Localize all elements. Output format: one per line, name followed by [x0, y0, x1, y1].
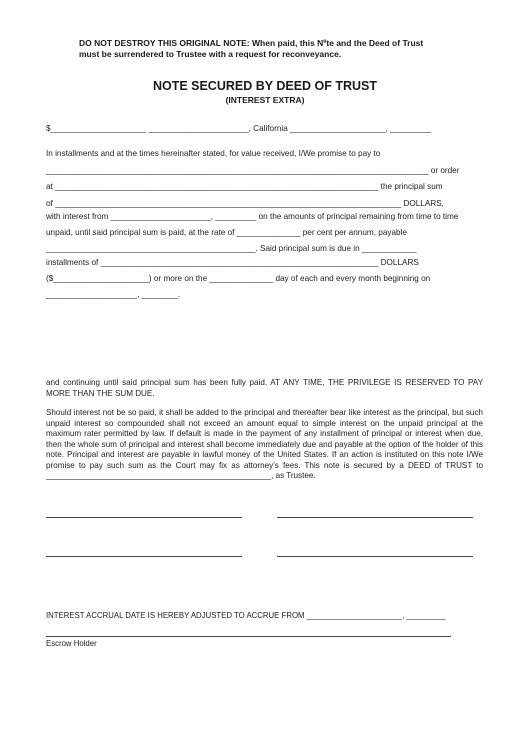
notice-line-2: must be surrendered to Trustee with a request for reconveyance.	[79, 49, 342, 59]
signature-line-4	[277, 556, 473, 557]
notice-line-1: DO NOT DESTROY THIS ORIGINAL NOTE: When paid, this Nºte and the Deed of Trust	[79, 38, 424, 48]
signature-line-1	[46, 517, 242, 518]
body-line-3: at _______________________________________________________________________ the principal sum	[46, 182, 443, 191]
body-line-1: In installments and at the times hereinafter stated, for value received, I/We promise to pay to	[46, 149, 381, 158]
interest-accrual-line: INTEREST ACCRUAL DATE IS HEREBY ADJUSTED TO ACCRUE FROM ______________________, _________	[46, 611, 446, 620]
body-line-7: ______________________________________________. Said principal sum is due in ____________	[46, 244, 417, 253]
escrow-holder-line	[46, 636, 451, 637]
terms-paragraph: Should interest not be so paid, it shall be added to the principal and thereafter bear like interest as the principal, but such unpaid interest so compounded shall not exceed an amount equal to simple interest on the unpaid principal at the maximum rater permitted by law. If default is made in the payment of any installment of principal or interest when due, then the whole sum of principal and interest shall become immediately due and payable at the option of the holder of this note. Principal and interest are payable in lawful money of the United States. If an action is instituted on this note I/We promise to pay such sum as the Court may fix as attorney’s fees. This note is secured by a DEED of TRUST to __________________________________________________, as Trustee.	[46, 408, 483, 480]
document-subtitle: (INTEREST EXTRA)	[225, 95, 305, 105]
body-line-5: with interest from ______________________, _________ on the amounts of principal remaining from time to time	[46, 212, 459, 221]
body-line-9: ($_____________________) or more on the ______________ day of each and every month beginning on	[46, 274, 431, 283]
header-fields-line: $_____________________ ______________________, California _____________________, _________	[46, 124, 432, 133]
body-line-4: of ____________________________________________________________________________ DOLLARS,	[46, 199, 444, 208]
signature-line-3	[46, 556, 242, 557]
body-line-2: ____________________________________________________________________________________ or order	[46, 166, 460, 175]
signature-line-2	[277, 517, 473, 518]
continuing-paragraph: and continuing until said principal sum has been fully paid. AT ANY TIME, THE PRIVILEGE IS RESERVED TO PAY MORE THAN THE SUM DUE.	[46, 378, 483, 398]
body-line-6: unpaid, until said principal sum is paid, at the rate of ______________ per cent per annum, payable	[46, 228, 407, 237]
body-line-8: installments of _____________________________________________________________ DOLLARS	[46, 258, 419, 267]
body-line-10: ____________________, ________.	[46, 290, 181, 299]
document-title: NOTE SECURED BY DEED OF TRUST	[152, 79, 378, 93]
escrow-holder-label: Escrow Holder	[46, 639, 97, 648]
